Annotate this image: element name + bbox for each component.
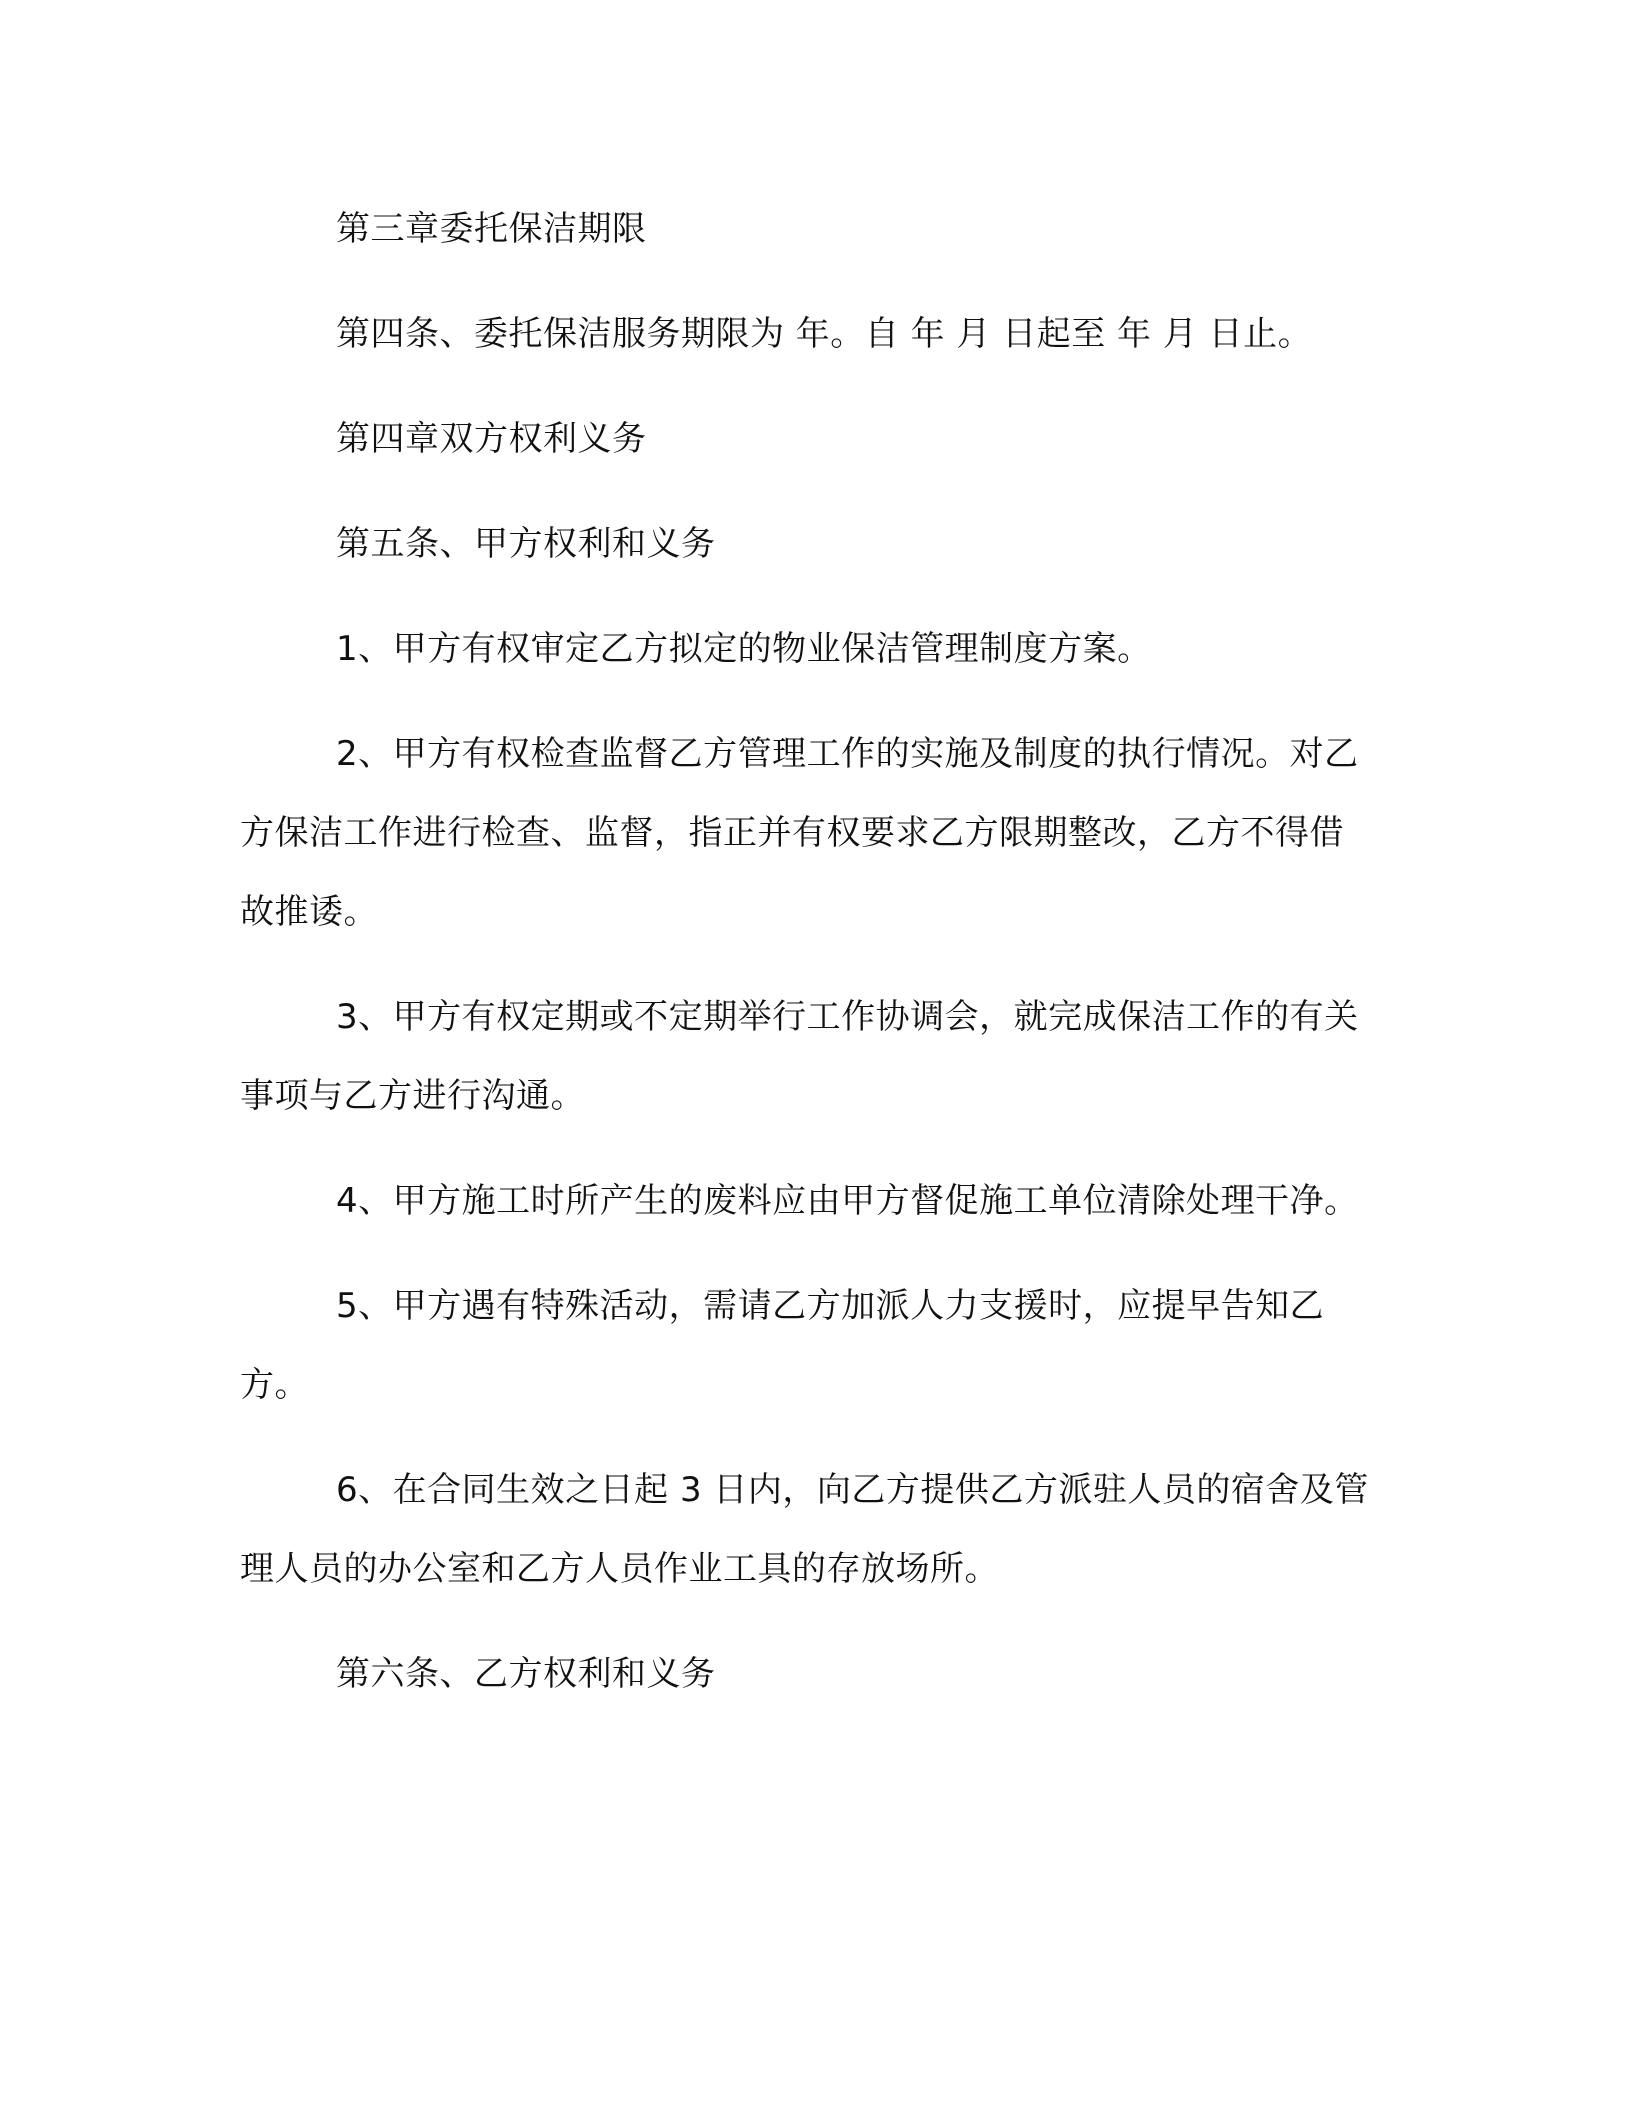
chapter-three-heading: 第三章委托保洁期限 [336, 209, 647, 249]
clause-5: 5、甲方遇有特殊活动，需请乙方加派人力支援时，应提早告知乙方。 [240, 1286, 1325, 1405]
article-five-heading: 第五条、甲方权利和义务 [336, 524, 716, 564]
document-body [240, 190, 1370, 1714]
clause-3: 3、甲方有权定期或不定期举行工作协调会，就完成保洁工作的有关事项与乙方进行沟通。 [240, 997, 1359, 1116]
article-six-heading: 第六条、乙方权利和义务 [336, 1654, 716, 1694]
clause-1: 1、甲方有权审定乙方拟定的物业保洁管理制度方案。 [336, 629, 1152, 669]
clause-2: 2、甲方有权检查监督乙方管理工作的实施及制度的执行情况。对乙方保洁工作进行检查、监督，指正并有权要求乙方限期整改，乙方不得借故推诿。 [240, 734, 1359, 932]
clause-4: 4、甲方施工时所产生的废料应由甲方督促施工单位清除处理干净。 [336, 1181, 1359, 1221]
clause-6: 6、在合同生效之日起 3 日内，向乙方提供乙方派驻人员的宿舍及管理人员的办公室和乙方人员作业工具的存放场所。 [240, 1470, 1369, 1589]
article-four-text: 第四条、委托保洁服务期限为 年。自 年 月 日起至 年 月 日止。 [336, 314, 1313, 354]
chapter-four-heading: 第四章双方权利义务 [336, 419, 647, 459]
